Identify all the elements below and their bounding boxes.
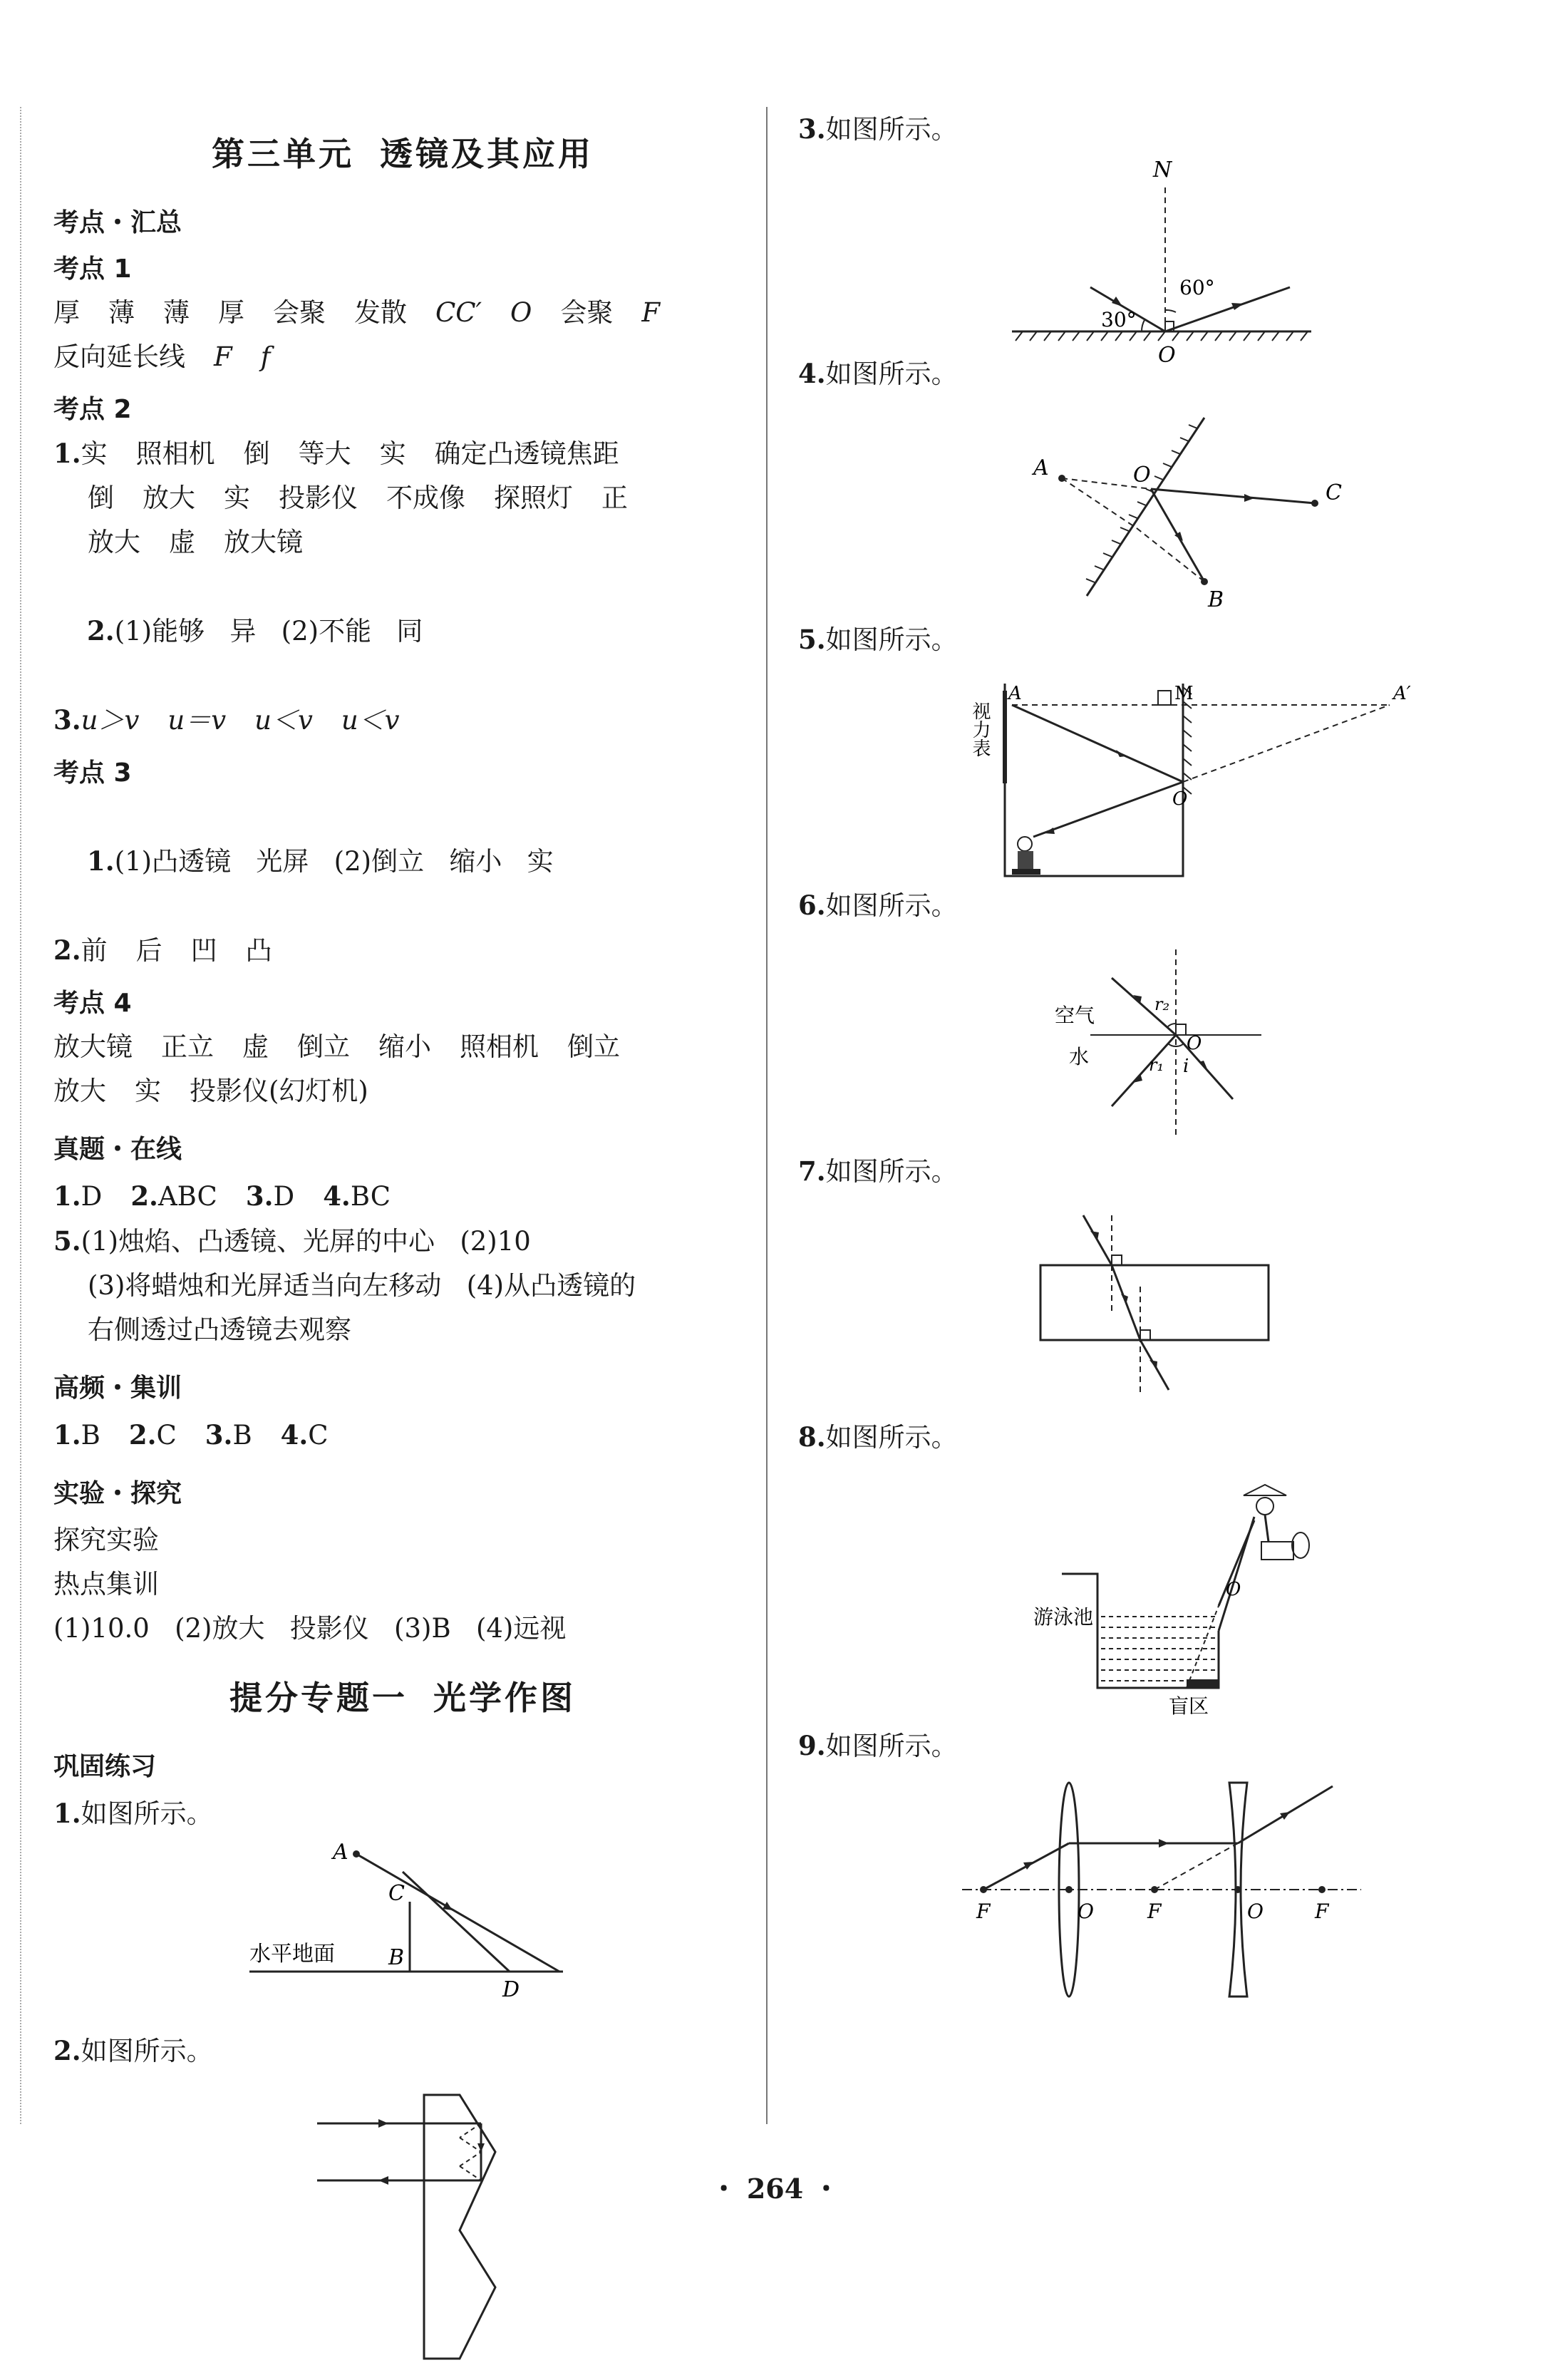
topic-title: 提分专题一 光学作图 — [229, 1679, 576, 1717]
fig9-label-F1: F — [976, 1900, 991, 1923]
kaodian-2-q1-line1: 1.实 照相机 倒 等大 实 确定凸透镜焦距 — [53, 438, 619, 469]
kaodian-1-row1: 厚 薄 薄 厚 会聚 发散 CC′ O 会聚 F — [53, 297, 661, 328]
kaodian-2-q2: 2.(1)能够 异 (2)不能 同 — [87, 615, 423, 646]
figure-5 — [798, 669, 1511, 883]
figure-1 — [53, 1840, 752, 2029]
answer-7-label: 7.如图所示。 — [798, 1155, 958, 1187]
experiment-line2: 热点集训 — [53, 1569, 159, 1599]
fig6-air-label: 空气 — [1055, 1004, 1095, 1027]
answer-5-label: 5.如图所示。 — [798, 624, 958, 655]
fig6-water-label: 水 — [1069, 1045, 1090, 1068]
fig6-r1-label: r₁ — [1149, 1055, 1164, 1075]
fig3-angle-60: 60° — [1179, 276, 1215, 299]
kaodian-2-q1-line2: 倒 放大 实 投影仪 不成像 探照灯 正 — [88, 483, 628, 513]
real-exam-row1: 1.D 2.ABC 3.D 4.BC — [53, 1180, 391, 1212]
page-number: ・ 264 ・ — [710, 2173, 840, 2205]
kaodian-2-q1-line3: 放大 虚 放大镜 — [88, 527, 303, 557]
fig6-r2-label: r₂ — [1154, 994, 1170, 1014]
experiment-line3: (1)10.0 (2)放大 投影仪 (3)B (4)远视 — [53, 1613, 567, 1644]
fig9-label-O2: O — [1247, 1900, 1264, 1923]
fig5-label-M: M — [1174, 683, 1194, 704]
fig5-chart-label: 视力表 — [969, 701, 991, 757]
section-heading-summary: 考点・汇总 — [53, 208, 182, 237]
kaodian-4-row1: 放大镜 正立 虚 倒立 缩小 照相机 倒立 — [53, 1031, 620, 1062]
fig4-label-C: C — [1326, 480, 1342, 505]
answer-8-label: 8.如图所示。 — [798, 1421, 958, 1453]
fig1-ground-label: 水平地面 — [249, 1942, 335, 1967]
kaodian-2-q3: 3.u＞v u＝v u＜v u＜v — [53, 704, 400, 736]
kaodian-1-heading: 考点 1 — [53, 254, 132, 284]
fig1-label-B: B — [388, 1945, 405, 1970]
fig8-pool-label: 游泳池 — [1033, 1605, 1094, 1629]
column-divider — [766, 107, 768, 2124]
answer-9-label: 9.如图所示。 — [798, 1730, 958, 1761]
fig1-label-C: C — [388, 1881, 405, 1906]
fig9-label-F2: F — [1147, 1900, 1162, 1923]
kaodian-3-heading: 考点 3 — [53, 758, 132, 788]
real-exam-q5-line1: 5.(1)烛焰、凸透镜、光屏的中心 (2)10 — [53, 1225, 531, 1257]
fig4-label-B: B — [1208, 587, 1224, 612]
unit-title: 第三单元 透镜及其应用 — [212, 135, 594, 173]
fig6-label-O: O — [1187, 1033, 1202, 1054]
kaodian-4-heading: 考点 4 — [53, 989, 132, 1018]
fig5-label-A: A — [1008, 683, 1022, 704]
section-heading-high-freq: 高频・集训 — [53, 1374, 182, 1403]
fig9-label-F3: F — [1315, 1900, 1329, 1923]
fig6-label-i: i — [1183, 1056, 1189, 1077]
person-icon — [1012, 837, 1040, 875]
left-column — [53, 107, 752, 2380]
real-exam-q5-line3: 右侧透过凸透镜去观察 — [88, 1314, 351, 1345]
fig1-label-D: D — [502, 1977, 520, 2002]
figure-9 — [798, 1776, 1511, 2018]
fig4-label-A: A — [1033, 455, 1049, 480]
fig1-label-A: A — [333, 1840, 348, 1865]
left-margin-rule — [20, 107, 23, 2124]
right-column — [798, 107, 1511, 2018]
high-freq-row: 1.B 2.C 3.B 4.C — [53, 1419, 329, 1451]
fig5-label-A-prime: A′ — [1393, 683, 1411, 704]
answer-4-label: 4.如图所示。 — [798, 358, 958, 389]
answer-6-label: 6.如图所示。 — [798, 890, 958, 921]
fig3-label-O: O — [1158, 343, 1176, 368]
figure-7 — [798, 1201, 1511, 1415]
figure-8 — [798, 1467, 1511, 1724]
kaodian-3-q1: 1.(1)凸透镜 光屏 (2)倒立 缩小 实 — [87, 845, 554, 877]
kaodian-1-row2: 反向延长线 F f — [53, 341, 271, 372]
kaodian-4-row2: 放大 实 投影仪(幻灯机) — [53, 1076, 368, 1106]
real-exam-q5-line2: (3)将蜡烛和光屏适当向左移动 (4)从凸透镜的 — [88, 1270, 636, 1301]
section-heading-experiment: 实验・探究 — [53, 1479, 182, 1508]
figure-4 — [798, 403, 1511, 617]
fig3-label-N: N — [1153, 158, 1172, 182]
kaodian-3-q2: 2.前 后 凹 凸 — [53, 934, 272, 966]
answer-3-label: 3.如图所示。 — [798, 113, 958, 145]
answer-2-label: 2.如图所示。 — [53, 2035, 213, 2066]
section-heading-real-exam: 真题・在线 — [53, 1135, 182, 1164]
figure-3 — [798, 158, 1511, 368]
fig5-label-O: O — [1172, 788, 1188, 810]
fig9-label-O1: O — [1078, 1900, 1094, 1923]
fig8-blind-label: 盲区 — [1169, 1694, 1209, 1718]
section-heading-practice: 巩固练习 — [53, 1752, 157, 1781]
experiment-line1: 探究实验 — [53, 1525, 159, 1555]
figure-2 — [53, 2081, 752, 2380]
answer-1-label: 1.如图所示。 — [53, 1798, 213, 1829]
kaodian-2-heading: 考点 2 — [53, 395, 132, 424]
fig8-label-O: O — [1226, 1579, 1241, 1600]
fig4-label-O: O — [1133, 463, 1151, 488]
figure-6 — [798, 935, 1511, 1149]
fig3-angle-30: 30° — [1101, 308, 1137, 331]
